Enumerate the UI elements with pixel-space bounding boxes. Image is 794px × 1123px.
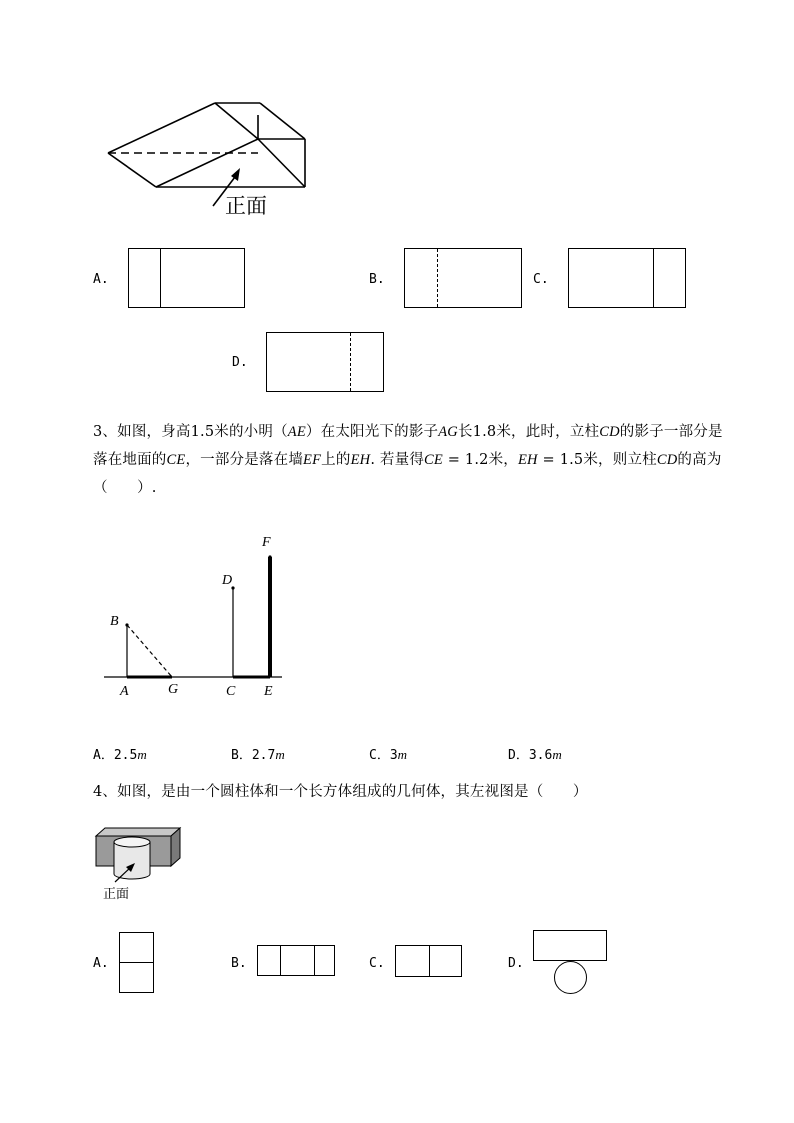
q3-question-line2: 落在地面的CE，一部分是落在墙EF上的EH. 若量得CE = 1.2米，EH = 1.5米，则立柱CD的高为 bbox=[93, 452, 722, 468]
q3-option-b[interactable]: B．2.7m bbox=[231, 747, 285, 763]
q4-option-d-rect[interactable] bbox=[533, 930, 607, 961]
q3-option-d[interactable]: D．3.6m bbox=[508, 747, 562, 763]
q4-option-d-label[interactable]: D. bbox=[508, 956, 524, 971]
q4-option-d-circle[interactable] bbox=[554, 961, 587, 994]
q2-option-d-label[interactable]: D. bbox=[232, 355, 248, 370]
point-A-label: A bbox=[120, 684, 129, 699]
point-F-label: F bbox=[262, 535, 271, 550]
q4-option-b-label[interactable]: B. bbox=[231, 956, 247, 971]
q4-option-c-shape[interactable] bbox=[395, 945, 462, 977]
q2-front-label: 正面 bbox=[225, 194, 267, 218]
q4-option-c-label[interactable]: C. bbox=[369, 956, 385, 971]
point-B-label: B bbox=[110, 614, 119, 629]
q4-option-b-shape[interactable] bbox=[257, 945, 335, 976]
point-G-label: G bbox=[168, 682, 179, 697]
q4-front-label: 正面 bbox=[103, 887, 130, 902]
shadow-figure bbox=[100, 530, 300, 700]
q3-question-line1: 3、如图，身高1.5米的小明（AE）在太阳光下的影子AG长1.8米，此时，立柱CD的影子一部分是 bbox=[93, 424, 723, 440]
q4-question: 4、如图，是由一个圆柱体和一个长方体组成的几何体，其左视图是（ ） bbox=[93, 784, 588, 800]
prism-figure bbox=[100, 95, 320, 220]
q2-option-a-label[interactable]: A. bbox=[93, 272, 109, 287]
point-E-label: E bbox=[264, 684, 273, 699]
point-C-label: C bbox=[226, 684, 236, 699]
q4-option-a-label[interactable]: A. bbox=[93, 956, 109, 971]
q2-option-c-label[interactable]: C. bbox=[533, 272, 549, 287]
q3-option-a[interactable]: A．2.5m bbox=[93, 747, 147, 763]
q2-option-b-shape[interactable] bbox=[404, 248, 522, 308]
q3-option-c[interactable]: C．3m bbox=[369, 747, 408, 763]
q3-question-line3: （ ）. bbox=[93, 480, 157, 496]
q2-option-d-shape[interactable] bbox=[266, 332, 384, 392]
q4-option-a-shape[interactable] bbox=[119, 932, 154, 993]
q2-option-b-label[interactable]: B. bbox=[369, 272, 385, 287]
q2-option-c-shape[interactable] bbox=[568, 248, 686, 308]
cuboid-cylinder-figure bbox=[93, 826, 188, 886]
q2-option-a-shape[interactable] bbox=[128, 248, 245, 308]
point-D-label: D bbox=[222, 573, 233, 588]
